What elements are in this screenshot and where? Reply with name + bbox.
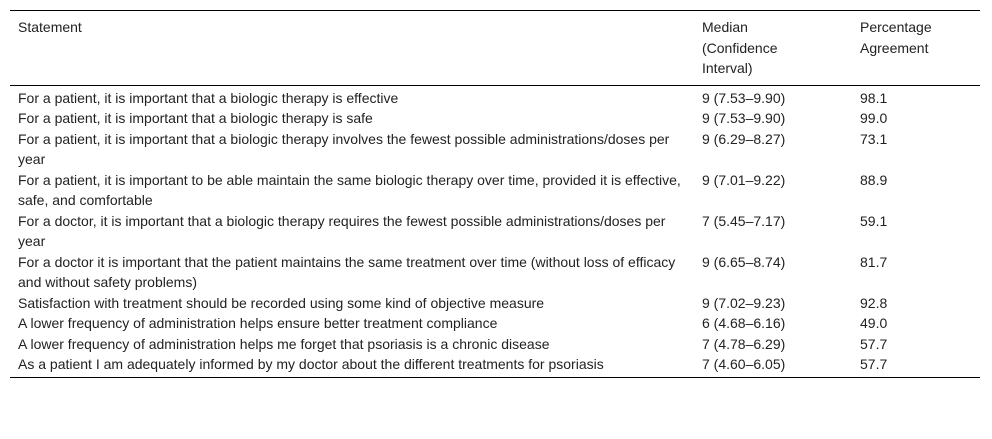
cell-median: 9 (6.29–8.27) (702, 130, 786, 147)
cell-agreement: 57.7 (860, 335, 888, 352)
header-median (694, 11, 852, 86)
table-row (10, 313, 980, 334)
table-row (10, 252, 980, 293)
table-body (10, 85, 980, 377)
cell-agreement: 73.1 (860, 130, 888, 147)
cell-statement: For a patient, it is important that a biologic therapy is safe (18, 110, 373, 126)
cell-agreement: 59.1 (860, 212, 888, 229)
table-header-row (10, 11, 980, 86)
results-table-container (10, 10, 980, 378)
cell-median: 9 (7.02–9.23) (702, 294, 786, 311)
cell-median: 6 (4.68–6.16) (702, 315, 786, 331)
cell-statement: For a doctor, it is important that a biologic therapy requires the fewest possible administrations/doses per year (18, 212, 666, 249)
header-agreement-label: Percentage Agreement (860, 19, 932, 56)
cell-median: 9 (7.53–9.90) (702, 110, 786, 126)
cell-statement: For a patient, it is important that a biologic therapy involves the fewest possible administrations/doses per year (18, 130, 670, 167)
table-row (10, 129, 980, 170)
table-row (10, 293, 980, 314)
cell-agreement: 57.7 (860, 356, 888, 372)
table-row (10, 85, 980, 108)
cell-agreement: 49.0 (860, 315, 888, 331)
results-table (10, 10, 980, 378)
cell-agreement: 88.9 (860, 171, 888, 188)
cell-median: 7 (4.60–6.05) (702, 356, 786, 372)
cell-statement: A lower frequency of administration helps ensure better treatment compliance (18, 315, 498, 331)
cell-median: 7 (4.78–6.29) (702, 335, 786, 352)
cell-median: 9 (7.53–9.90) (702, 89, 786, 106)
cell-statement: A lower frequency of administration helps me forget that psoriasis is a chronic disease (18, 335, 550, 352)
cell-median: 7 (5.45–7.17) (702, 212, 786, 229)
header-statement: Statement (18, 19, 82, 35)
header-agreement (852, 11, 980, 86)
table-row (10, 354, 980, 377)
cell-agreement: 92.8 (860, 294, 888, 311)
cell-statement: For a doctor it is important that the patient maintains the same treatment over time (without loss of efficacy and without safety problems) (18, 253, 676, 290)
table-row (10, 108, 980, 129)
cell-statement: Satisfaction with treatment should be recorded using some kind of objective measure (18, 294, 545, 311)
cell-statement: For a patient, it is important to be able maintain the same biologic therapy over time, provided it is effective, safe, and comfortable (18, 171, 681, 208)
cell-median: 9 (7.01–9.22) (702, 171, 786, 188)
cell-median: 9 (6.65–8.74) (702, 253, 786, 270)
cell-statement: As a patient I am adequately informed by my doctor about the different treatments for psoriasis (18, 356, 604, 372)
cell-agreement: 81.7 (860, 253, 888, 270)
header-median-label: Median (Confidence Interval) (702, 19, 778, 76)
table-row (10, 170, 980, 211)
cell-statement: For a patient, it is important that a biologic therapy is effective (18, 89, 399, 106)
cell-agreement: 99.0 (860, 110, 888, 126)
table-row (10, 211, 980, 252)
cell-agreement: 98.1 (860, 89, 888, 106)
table-row (10, 334, 980, 355)
